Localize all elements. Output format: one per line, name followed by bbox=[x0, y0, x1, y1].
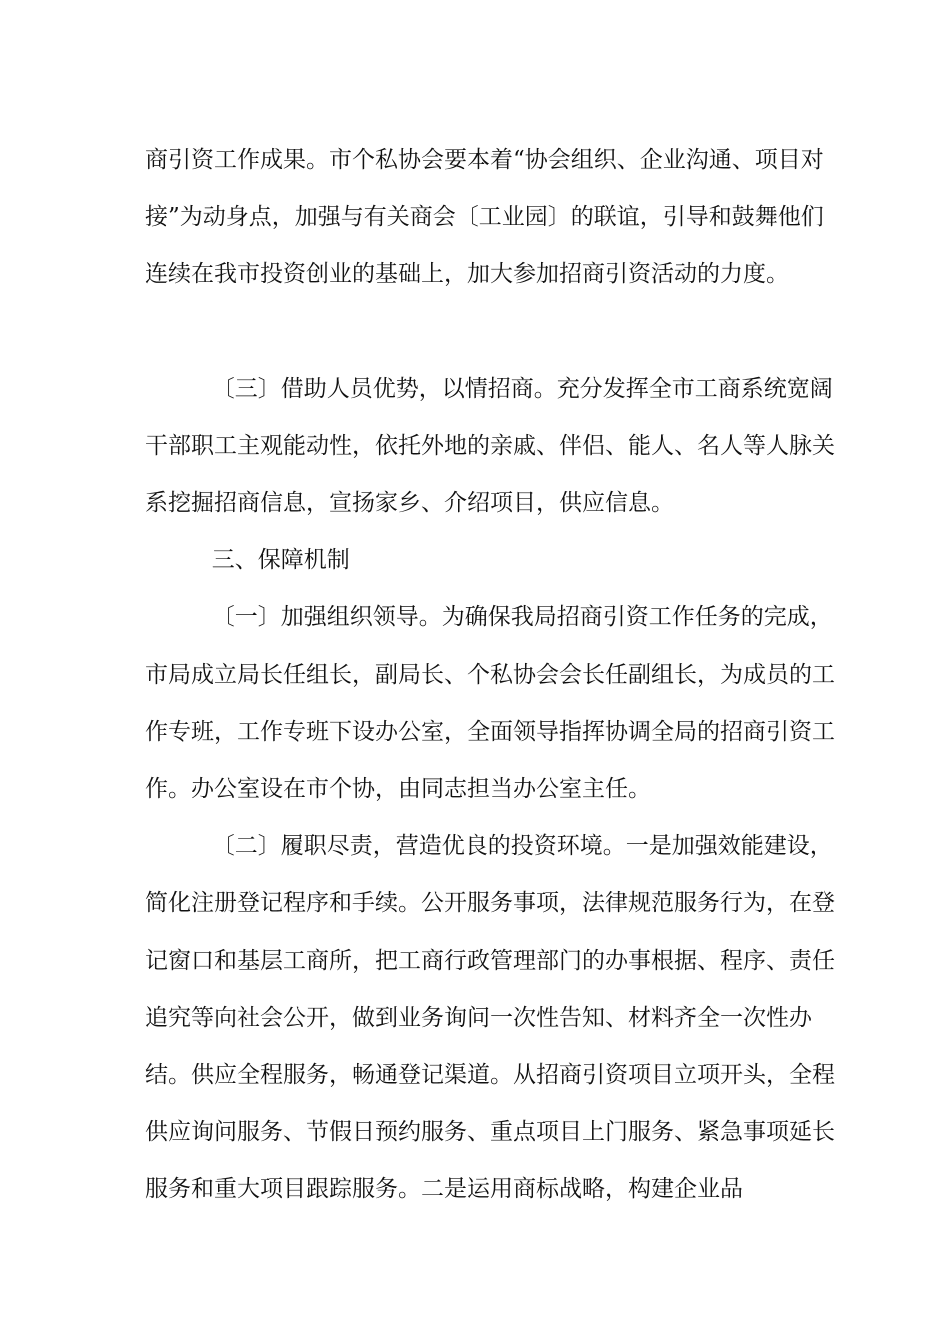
paragraph-continuation: 商引资工作成果。市个私协会要本着“协会组织、企业沟通、项目对接”为动身点，加强与有关商会〔工业园〕的联谊，引导和鼓舞他们连续在我市投资创业的基础上，加大参加招商引资活动的力度。 bbox=[145, 147, 824, 288]
paragraph-investment-environment: 〔二〕履职尽责，营造优良的投资环境。一是加强效能建设，简化注册登记程序和手续。公开服务事项，法律规范服务行为，在登记窗口和基层工商所，把工商行政管理部门的办事根据、程序、责任追究等向社会公开，做到业务询问一次性告知、材料齐全一次性办结。供应全程服务，畅通登记渠道。从招商引资项目立项开头，全程供应询问服务、节假日预约服务、重点项目上门服务、紧急事项延长服务和重大项目跟踪服务。二是运用商标战略，构建企业品 bbox=[145, 833, 835, 1203]
paragraph-section-three: 〔三〕借助人员优势，以情招商。充分发挥全市工商系统宽阔干部职工主观能动性，依托外地的亲戚、伴侣、能人、名人等人脉关系挖掘招商信息，宣扬家乡、介绍项目，供应信息。 bbox=[145, 375, 835, 517]
section-heading-guarantee-mechanism: 三、保障机制 bbox=[211, 547, 350, 574]
document-body bbox=[145, 132, 835, 1219]
paragraph-organization-leadership: 〔一〕加强组织领导。为确保我局招商引资工作任务的完成，市局成立局长任组长，副局长、个私协会会长任副组长，为成员的工作专班，工作专班下设办公室，全面领导指挥协调全局的招商引资工作。办公室设在市个协，由同志担当办公室主任。 bbox=[145, 604, 835, 803]
